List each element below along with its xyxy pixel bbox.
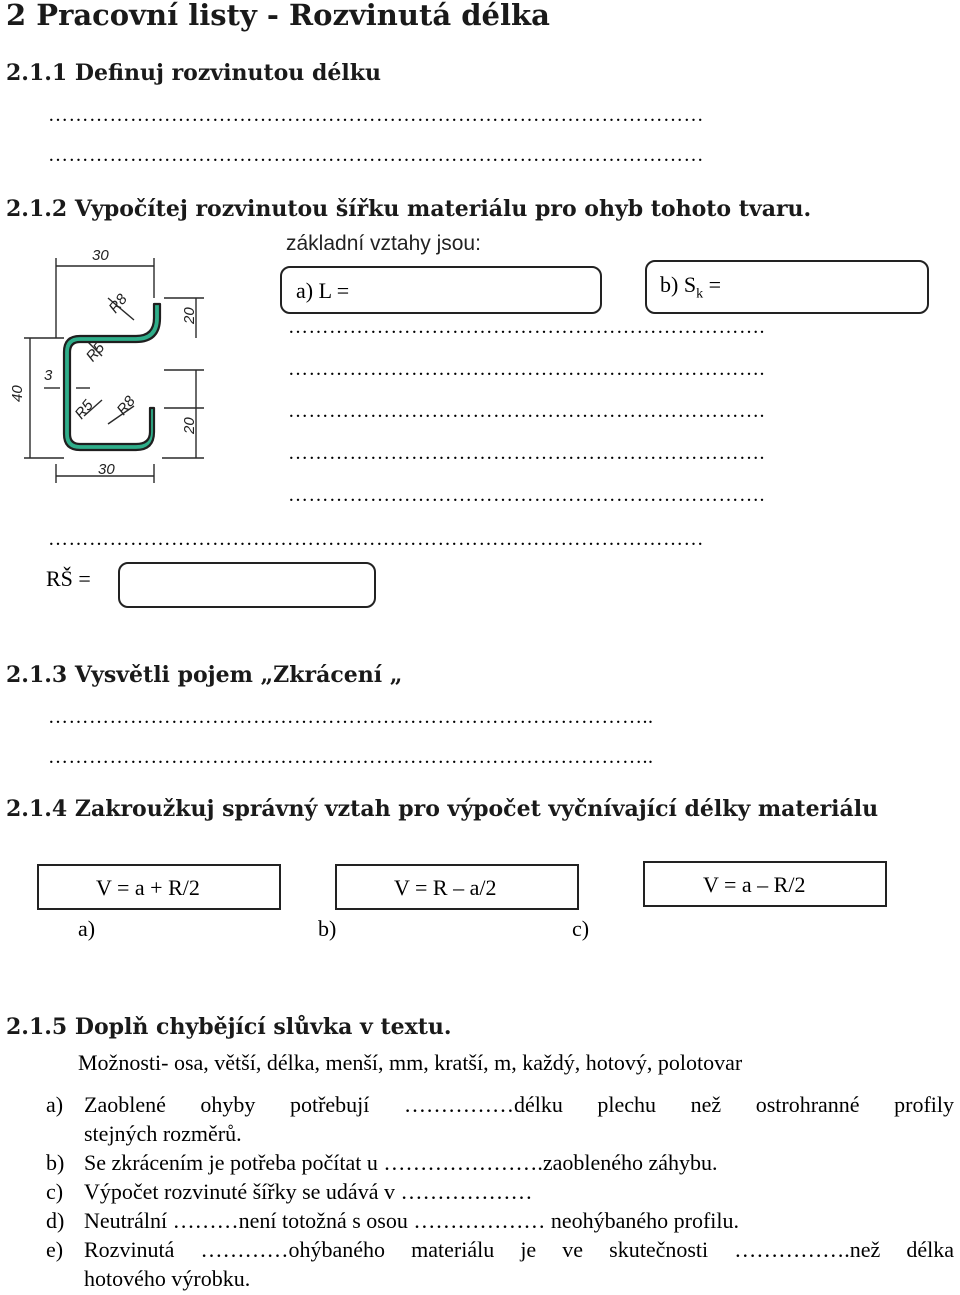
dim-label: 40 [9,385,26,402]
profile-drawing [4,238,224,490]
dim-label: 20 [181,307,198,324]
answer-line[interactable]: ……………………………………………………………. [288,484,765,506]
answer-line[interactable]: …………………………………………………………………………………… [48,528,704,550]
dim-label: 30 [92,247,109,264]
item-a-line2: stejných rozměrů. [84,1121,242,1146]
dim-label: R5 [82,339,109,366]
dim-label: R8 [113,392,139,419]
item-label-b: b) [46,1150,65,1175]
option-label-b: b) [318,916,337,941]
options-list: Možnosti- osa, větší, délka, menší, mm, kratší, m, každý, hotový, polotovar [78,1050,743,1075]
answer-line[interactable]: …………………………………………………………………………………… [48,104,704,126]
item-label-d: d) [46,1208,65,1233]
formula-b-label: b) $S_k$ = [660,272,721,302]
heading-2-1-2: 2.1.2 Vypočítej rozvinutou šířku materiálu pro ohyb tohoto tvaru. [6,196,812,222]
basic-relations-label: základní vztahy jsou: [286,232,481,255]
rs-label: RŠ = [46,566,91,591]
answer-line[interactable]: ……………………………………………………………. [288,358,765,380]
option-label-c: c) [572,916,590,941]
heading-2-1-1: 2.1.1 Definuj rozvinutou délku [6,60,381,86]
option-label-a: a) [78,916,96,941]
item-label-c: c) [46,1179,64,1204]
dim-label: R8 [105,290,131,317]
option-3-text: V = a – R/2 [703,872,806,897]
answer-line[interactable]: ……………………………………………………………. [288,316,765,338]
item-a-line1: Zaoblené ohyby potřebují ……………délku plechu než ostrohranné profily [84,1092,954,1117]
item-label-a: a) [46,1092,64,1117]
formula-a-label: a) L = [296,278,350,303]
dim-label: 30 [98,461,115,478]
item-c-line1: Výpočet rozvinuté šířky se udává v ……………… [84,1179,533,1204]
heading-2-1-5: 2.1.5 Doplň chybějící slůvka v textu. [6,1014,452,1040]
heading-2-1-4: 2.1.4 Zakroužkuj správný vztah pro výpočet vyčnívající délky materiálu [6,796,879,822]
dim-label: R5 [71,396,97,423]
dim-label: 3 [44,367,53,384]
rs-answer-box[interactable] [118,562,376,608]
answer-line[interactable]: …………………………………………………………………………….. [48,746,654,768]
item-b-line1: Se zkrácením je potřeba počítat u ………………….zaobleného záhybu. [84,1150,718,1175]
item-d-line1: Neutrální ………není totožná s osou ……………… neohýbaného profilu. [84,1208,740,1233]
answer-line[interactable]: ……………………………………………………………. [288,400,765,422]
answer-line[interactable]: ……………………………………………………………. [288,442,765,464]
answer-line[interactable]: …………………………………………………………………………….. [48,706,654,728]
option-2-text: V = R – a/2 [394,875,497,900]
answer-line[interactable]: …………………………………………………………………………………… [48,144,704,166]
dim-label: 20 [181,417,198,434]
item-e-line1: Rozvinutá …………ohýbaného materiálu je ve skutečnosti …………….než délka [84,1237,954,1262]
heading-2-1-3: 2.1.3 Vysvětli pojem „Zkrácení „ [6,662,403,688]
option-1-text: V = a + R/2 [96,875,200,900]
item-e-line2: hotového výrobku. [84,1266,251,1291]
page-title: 2 Pracovní listy - Rozvinutá délka [6,0,550,32]
item-label-e: e) [46,1237,64,1262]
